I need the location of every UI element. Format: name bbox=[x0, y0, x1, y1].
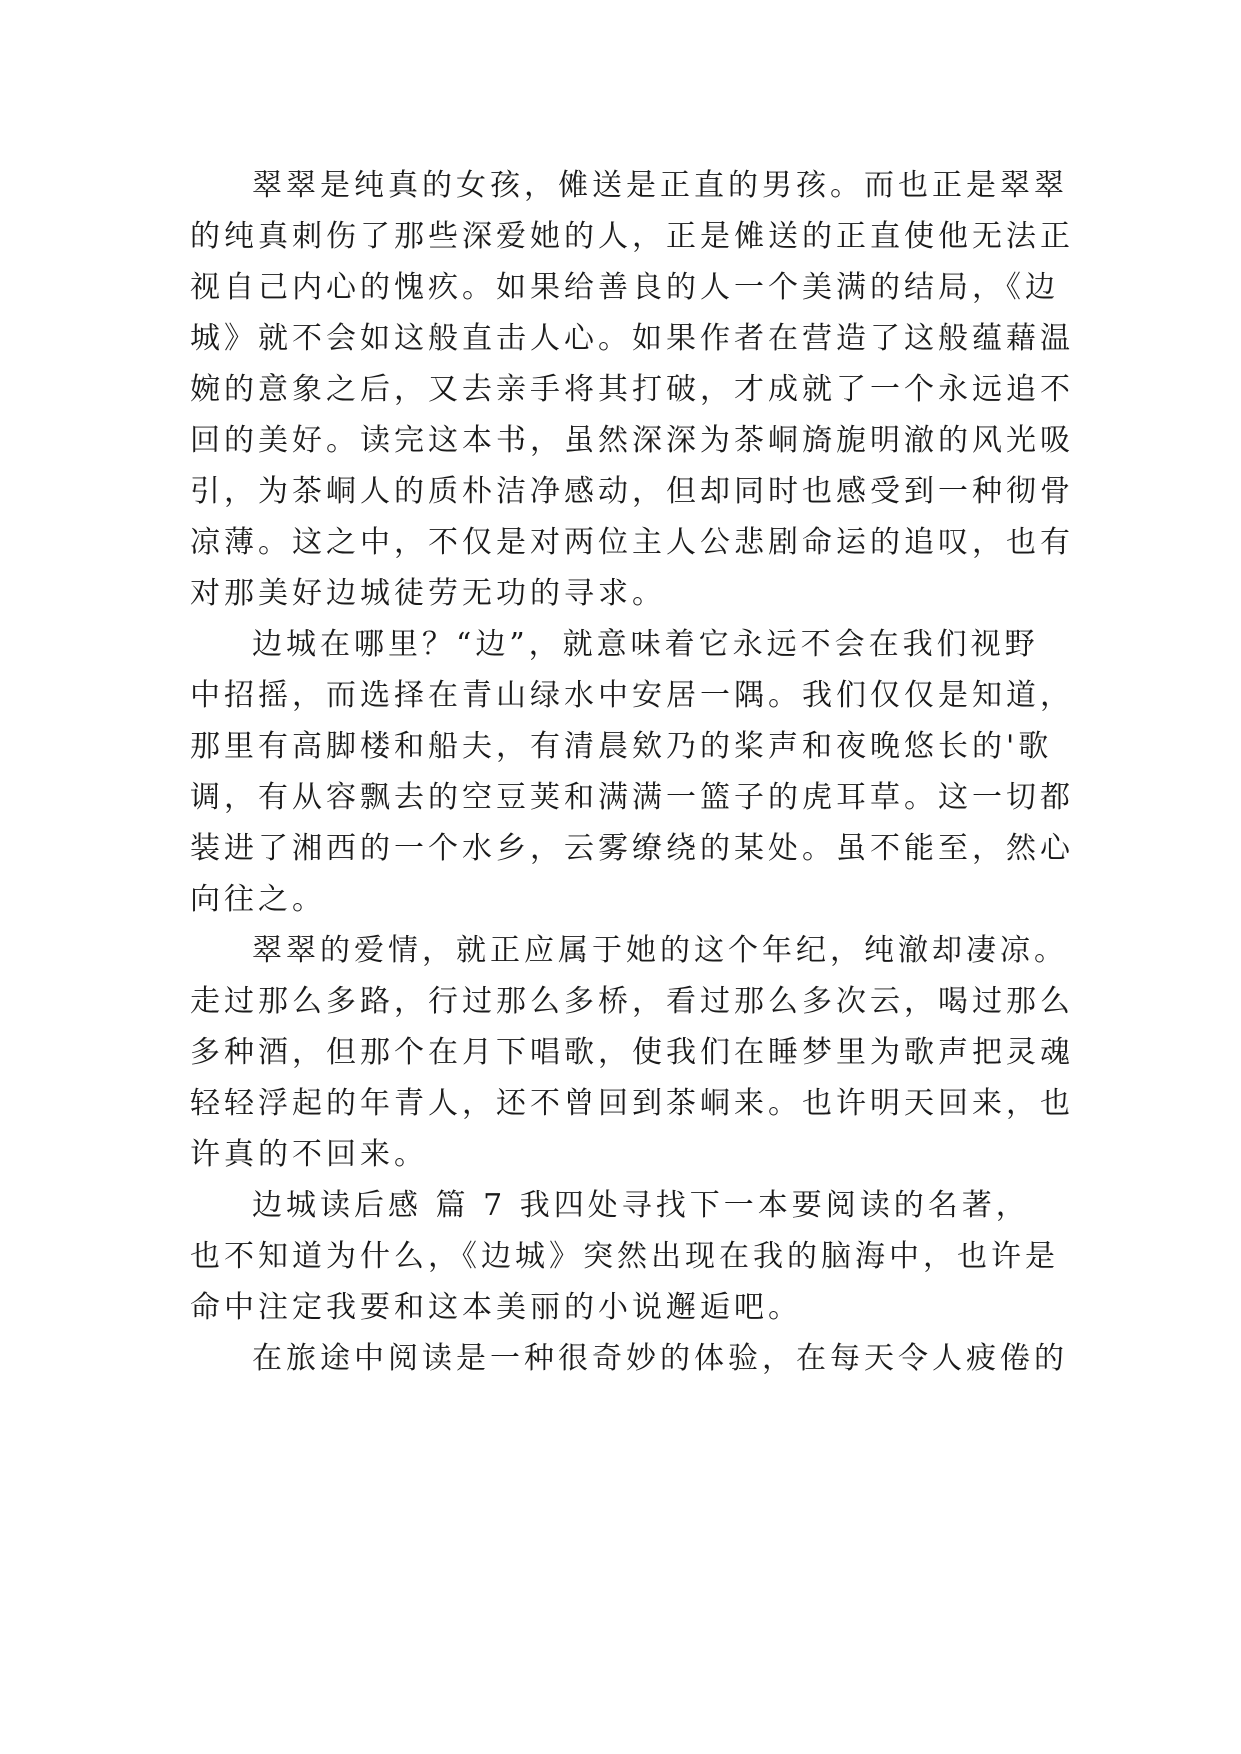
text-line: 翠翠是纯真的女孩，傩送是正直的男孩。而也正是翠翠 bbox=[252, 168, 1068, 203]
text-line: 中招摇，而选择在青山绿水中安居一隅。我们仅仅是知道， bbox=[190, 678, 1074, 713]
text-line: 边城读后感 篇 7 我四处寻找下一本要阅读的名著， bbox=[252, 1188, 1030, 1223]
text-line: 许真的不回来。 bbox=[190, 1137, 428, 1172]
text-line: 多种酒，但那个在月下唱歌，使我们在睡梦里为歌声把灵魂 bbox=[190, 1035, 1074, 1070]
text-line: 翠翠的爱情，就正应属于她的这个年纪，纯澈却凄凉。 bbox=[252, 933, 1068, 968]
text-line: 婉的意象之后，又去亲手将其打破，才成就了一个永远追不 bbox=[190, 372, 1074, 407]
text-line: 调，有从容飘去的空豆荚和满满一篮子的虎耳草。这一切都 bbox=[190, 780, 1074, 815]
text-line: 的纯真刺伤了那些深爱她的人，正是傩送的正直使他无法正 bbox=[190, 219, 1074, 254]
text-line: 回的美好。读完这本书，虽然深深为茶峒旖旎明澈的风光吸 bbox=[190, 423, 1074, 458]
paragraph bbox=[190, 925, 1074, 1180]
text-line: 引，为茶峒人的质朴洁净感动，但却同时也感受到一种彻骨 bbox=[190, 474, 1074, 509]
text-line: 视自己内心的愧疚。如果给善良的人一个美满的结局，《边 bbox=[190, 270, 1059, 305]
text-line: 对那美好边城徒劳无功的寻求。 bbox=[190, 576, 666, 611]
text-line: 走过那么多路，行过那么多桥，看过那么多次云，喝过那么 bbox=[190, 984, 1074, 1019]
text-line: 那里有高脚楼和船夫，有清晨欸乃的桨声和夜晚悠长的'歌 bbox=[190, 729, 1053, 764]
paragraph bbox=[190, 160, 1074, 619]
text-line: 装进了湘西的一个水乡，云雾缭绕的某处。虽不能至，然心 bbox=[190, 831, 1074, 866]
text-line: 边城在哪里？“边”，就意味着它永远不会在我们视野 bbox=[252, 627, 1039, 662]
text-line: 命中注定我要和这本美丽的小说邂逅吧。 bbox=[190, 1290, 802, 1325]
paragraph bbox=[190, 1180, 1059, 1333]
text-line: 也不知道为什么，《边城》突然出现在我的脑海中，也许是 bbox=[190, 1239, 1059, 1274]
body-text bbox=[190, 160, 1074, 1384]
text-line: 向往之。 bbox=[190, 882, 326, 917]
text-line: 在旅途中阅读是一种很奇妙的体验，在每天令人疲倦的 bbox=[252, 1341, 1068, 1376]
text-line: 城》就不会如这般直击人心。如果作者在营造了这般蕴藉温 bbox=[190, 321, 1074, 356]
text-line: 轻轻浮起的年青人，还不曾回到茶峒来。也许明天回来，也 bbox=[190, 1086, 1074, 1121]
paragraph bbox=[190, 1333, 1068, 1384]
text-line: 凉薄。这之中，不仅是对两位主人公悲剧命运的追叹，也有 bbox=[190, 525, 1074, 560]
paragraph bbox=[190, 619, 1074, 925]
